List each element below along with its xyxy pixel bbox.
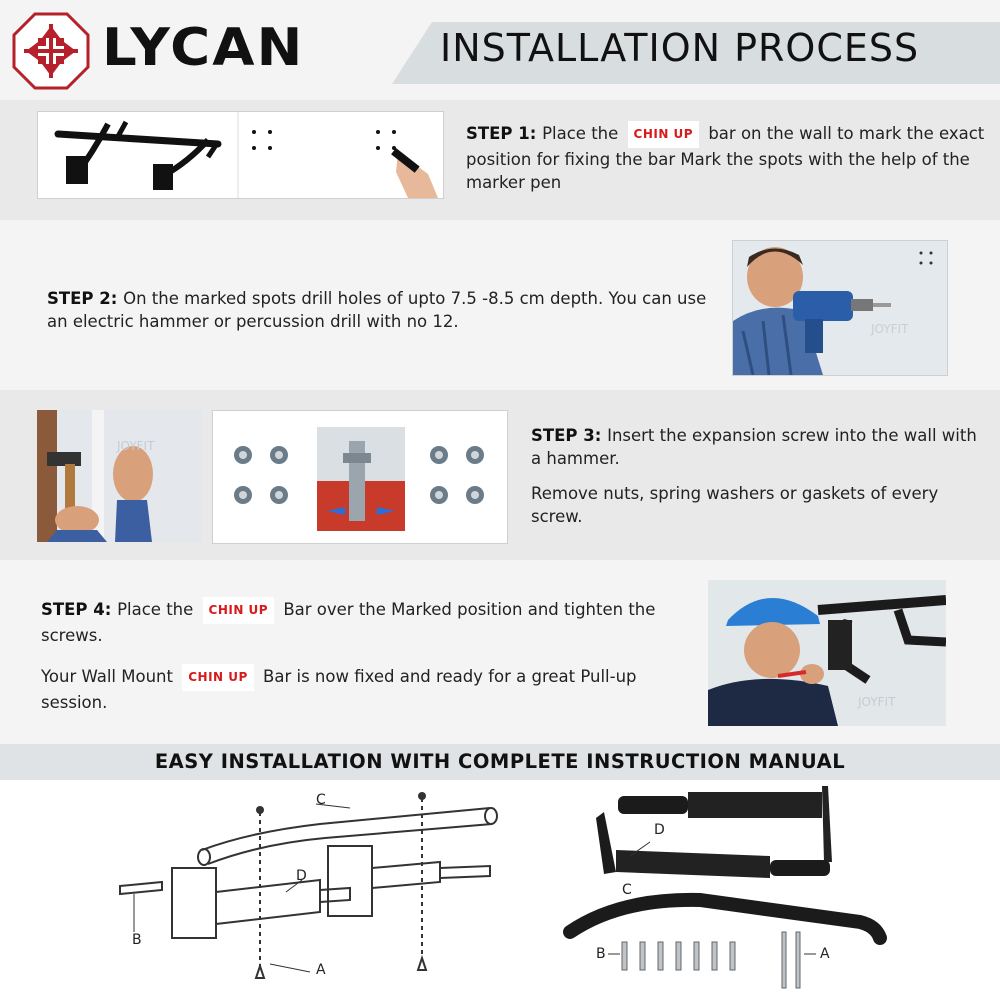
step2-drilling-photo xyxy=(732,240,948,376)
expansion-screw-illustration xyxy=(317,427,405,531)
brand-name: LYCAN xyxy=(102,18,305,78)
kit-label-c: C xyxy=(622,882,632,898)
line-diagram-illustration xyxy=(110,782,510,992)
step2-label: STEP 2: xyxy=(47,289,124,308)
step4-text xyxy=(41,597,706,647)
diagram-label-c: C xyxy=(316,792,326,808)
marked-spots xyxy=(252,130,396,150)
step3-label: STEP 3: xyxy=(531,426,608,445)
step3-hammer-photo xyxy=(37,410,202,542)
screw-holes-left xyxy=(234,446,288,504)
step1-image-panel xyxy=(37,111,444,199)
svg-text:JOYFIT: JOYFIT xyxy=(858,695,896,709)
watermark-text: JOYFIT xyxy=(871,322,909,336)
svg-text:JOYFIT: JOYFIT xyxy=(117,439,155,453)
page-title: INSTALLATION PROCESS xyxy=(440,26,920,70)
step4-label: STEP 4: xyxy=(41,600,118,619)
screw-holes-right xyxy=(430,446,484,504)
chinup-badge: CHIN UP xyxy=(628,121,700,148)
step3-screws-panel xyxy=(212,410,508,544)
step3-text xyxy=(531,424,981,470)
diagram-label-d: D xyxy=(296,868,307,884)
diagram-label-b: B xyxy=(132,932,142,948)
step1-text-before: Place the xyxy=(542,124,624,143)
lycan-logo-icon xyxy=(12,12,90,90)
step2-text xyxy=(47,287,717,333)
step4-text-after: Bar over the Marked position and tighten the screws. xyxy=(41,600,656,645)
step4-text2-after: Bar is now fixed and ready for a great Pull-up session. xyxy=(41,667,637,712)
step1-text-after: bar on the wall to mark the exact position for fixing the bar Mark the spots with the help of the marker pen xyxy=(466,124,985,192)
parts-kit-illustration xyxy=(560,782,890,992)
pullup-bar-illustration xyxy=(38,112,443,198)
kit-label-d: D xyxy=(654,822,665,838)
chinup-badge-3: CHIN UP xyxy=(182,664,254,691)
kit-label-a: A xyxy=(820,946,830,962)
step4-text2 xyxy=(41,664,661,714)
step1-text xyxy=(466,121,986,194)
kit-label-b: B xyxy=(596,946,606,962)
step3-text2: Remove nuts, spring washers or gaskets of every screw. xyxy=(531,484,939,526)
manual-banner-text: EASY INSTALLATION WITH COMPLETE INSTRUCTION MANUAL xyxy=(154,750,846,773)
step4-text-before: Place the xyxy=(117,600,199,619)
step2-body: On the marked spots drill holes of upto 7.5 -8.5 cm depth. You can use an electric hammer or percussion drill with no 12. xyxy=(47,289,707,331)
step1-label: STEP 1: xyxy=(466,124,543,143)
chinup-badge-2: CHIN UP xyxy=(203,597,275,624)
diagram-label-a: A xyxy=(316,962,326,978)
step4-tighten-photo xyxy=(708,580,946,726)
step3-body: Insert the expansion screw into the wall with a hammer. xyxy=(531,426,977,468)
step4-text2-before: Your Wall Mount xyxy=(41,667,179,686)
